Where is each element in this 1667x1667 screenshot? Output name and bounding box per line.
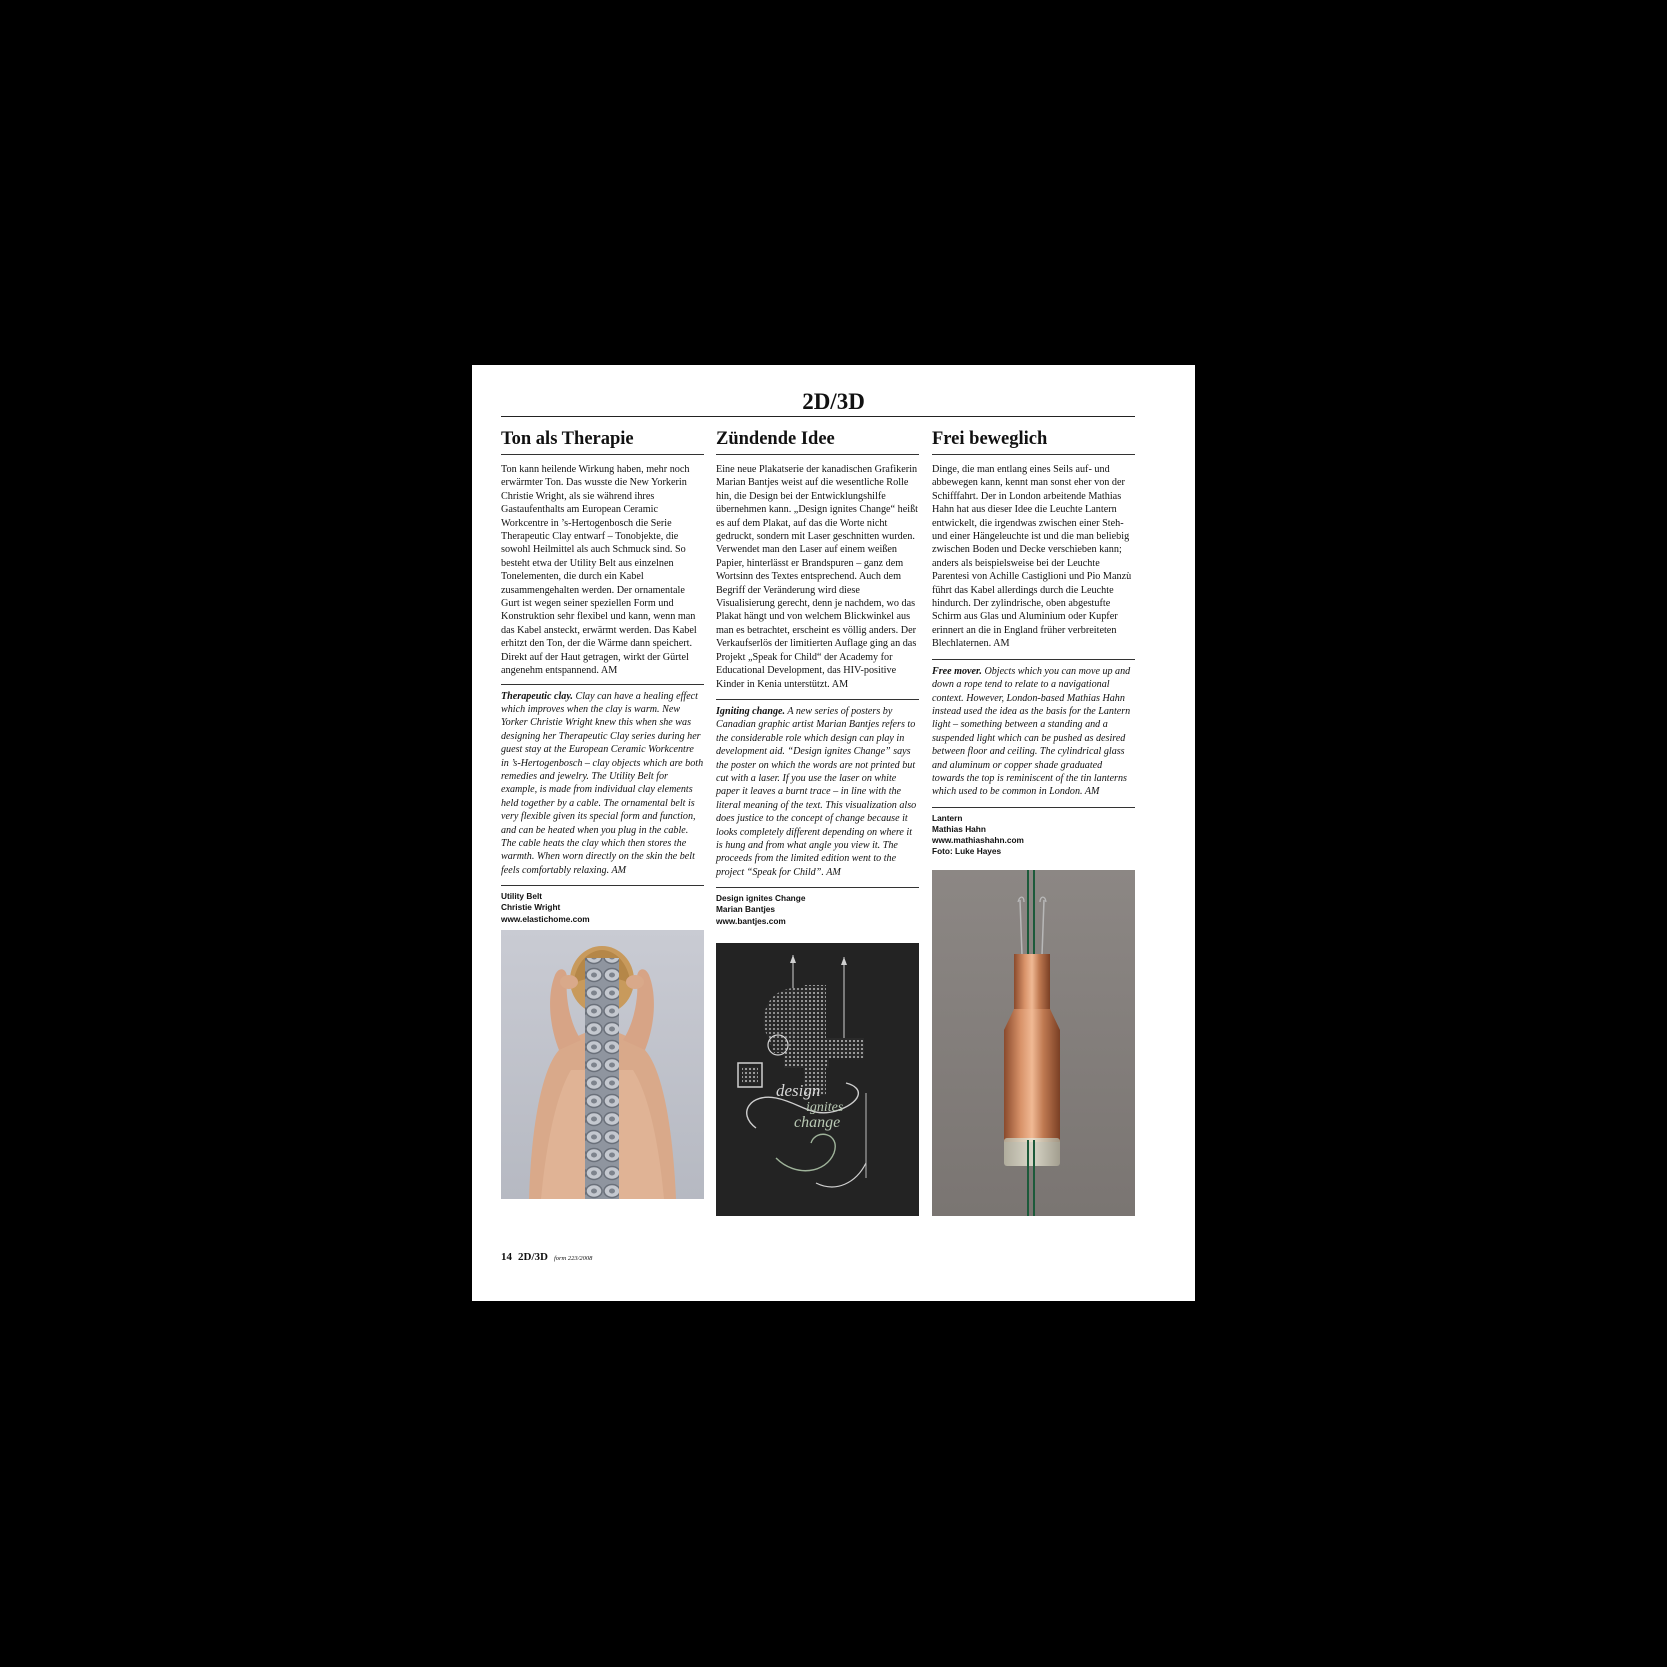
section-title: 2D/3D [802,389,865,414]
article-headline: Ton als Therapie [501,429,634,449]
credits-separator [932,807,1135,808]
article-frei-beweglich [932,427,1135,858]
product-credits [501,891,704,925]
page-footer [501,1251,592,1263]
product-credits [932,813,1135,858]
credit-product: Design ignites Change [716,893,806,904]
poster-word-design: design [776,1081,821,1100]
language-separator [716,699,919,700]
poster-word-change: change [794,1114,841,1131]
english-body: A new series of posters by Canadian graphic artist Marian Bantjes refers to the considerable role which design can play in development aid. “Design ignites Change” says the poster on which the words are not printed but cut with a laser. If you use the laser on white paper it leaves a burnt trace – in line with the literal meaning of the text. This visualization also does justice to the concept of change because it looks completely different depending on where it is hung and from what angle you view it. The proceeds from the limited edition went to the project “Speak for Child”. AM [716,705,917,878]
article-zuendende-idee [716,427,919,927]
german-text: Ton kann heilende Wirkung haben, mehr noch erwärmter Ton. Das wusste die New Yorkerin Christie Wright, als sie während ihres Gastaufenthalts am European Ceramic Workcentre in ’s-Hertogenbosch die Serie Therapeutic Clay entwarf – Tonobjekte, die sowohl Heilmittel als auch Schmuck sind. So besteht etwa der Utility Belt aus einzelnen Tonelementen, die durch ein Kabel zusammengehalten werden. Der ornamentale Gurt ist wegen seiner speziellen Form und Konstruktion sehr flexibel und kann, wenn man das Kabel ansteckt, erwärmt werden. Das Kabel erhitzt den Ton, der die Wärme dann speichert. Direkt auf der Haut getragen, wirkt der Gürtel angenehm entspannend. AM [501,464,697,677]
credit-photo: Foto: Luke Hayes [932,846,1002,857]
credit-url[interactable]: www.mathiashahn.com [932,835,1024,846]
headline-rule [501,454,704,455]
credits-separator [501,885,704,886]
language-separator [501,684,704,685]
english-body: Objects which you can move up and down a rope tend to relate to a navigational context. However, London-based Mathias Hahn instead used the idea as the basis for the Lantern light – something between a standing and a suspended light which can be pushed as desired between floor and ceiling. The cylindrical glass and aluminum or copper shade graduated towards the top is reminiscent of the tin lanterns which used to be common in London. AM [932,665,1131,798]
issue-info: form 223/2008 [553,1255,593,1262]
credit-product: Lantern [932,812,963,823]
header-rule [501,416,1135,417]
poster-illustration [716,943,919,1216]
english-text [716,705,919,879]
credit-designer: Marian Bantjes [716,904,776,915]
design-ignites-change-poster [716,943,919,1216]
credit-url[interactable]: www.elastichome.com [501,913,590,924]
magazine-page [472,365,1195,1301]
headline-rule [932,454,1135,455]
page-number: 14 [501,1251,512,1263]
english-lead: Igniting change. [716,705,785,717]
lantern-photo [932,870,1135,1216]
credit-product: Utility Belt [501,891,543,902]
credits-separator [716,887,919,888]
poster-word-ignites: ignites [806,1100,844,1115]
english-lead: Free mover. [932,665,982,677]
language-separator [932,659,1135,660]
article-headline: Frei beweglich [932,429,1048,449]
utility-belt-illustration [501,930,704,1199]
english-lead: Therapeutic clay. [501,690,573,702]
article-ton-als-therapie [501,427,704,925]
german-text: Eine neue Plakatserie der kanadischen Grafikerin Marian Bantjes weist auf die wesentliche Rolle hin, die Design bei der Entwicklungshilfe übernehmen kann. „Design ignites Change“ heißt es auf dem Plakat, auf das die Worte nicht gedruckt, sondern mit Laser geschnitten wurden. Verwendet man den Laser auf einem weißen Papier, hinterlässt er Brandspuren – ganz dem Wortsinn des Textes entsprechend. Auch dem Begriff der Veränderung wird diese Visualisierung gerecht, denn je nachdem, wo das Plakat hängt und von welchem Blickwinkel aus man es betrachtet, erscheint es völlig anders. Der Verkaufserlös der limitierten Auflage ging an das Projekt „Speak for Child“ der Academy for Educational Development, das HIV-positive Kinder in Kenia unterstützt. AM [716,464,918,690]
product-credits [716,893,919,927]
german-text: Dinge, die man entlang eines Seils auf- und abbewegen kann, kennt man sonst eher von der Schifffahrt. Der in London arbeitende Mathias Hahn hat aus dieser Idee die Leuchte Lantern entwickelt, die irgendwas zwischen einer Steh- und einer Hängeleuchte ist und die man beliebig zwischen Boden und Decke verschieben kann; anders als beispielsweise bei der Leuchte Parentesi von Achille Castiglioni und Pio Manzù führt das Kabel allerdings durch die Leuchte hindurch. Der zylindrische, oben abgestufte Schirm aus Glas und Aluminium oder Kupfer erinnert an die in England früher verbreiteten Blechlaternen. AM [932,464,1132,650]
utility-belt-photo [501,930,704,1199]
article-headline: Zündende Idee [716,429,835,449]
credit-designer: Mathias Hahn [932,823,986,834]
english-body: Clay can have a healing effect which improves when the clay is warm. New Yorker Christie Wright knew this when she was designing her Therapeutic Clay series during her guest stay at the European Ceramic Workcentre in ’s-Hertogenbosch – clay objects which are both remedies and jewelry. The Utility Belt for example, is made from individual clay elements held together by a cable. The ornamental belt is very flexible given its special form and function, and can be heated when you plug in the cable. The cable heats the clay which then stores the warmth. When worn directly on the skin the belt feels comfortably relaxing. AM [501,690,704,876]
english-text [501,690,704,878]
credit-url[interactable]: www.bantjes.com [716,915,786,926]
credit-designer: Christie Wright [501,902,561,913]
lantern-illustration [932,870,1135,1216]
headline-rule [716,454,919,455]
footer-section: 2D/3D [518,1251,548,1263]
english-text [932,665,1135,799]
